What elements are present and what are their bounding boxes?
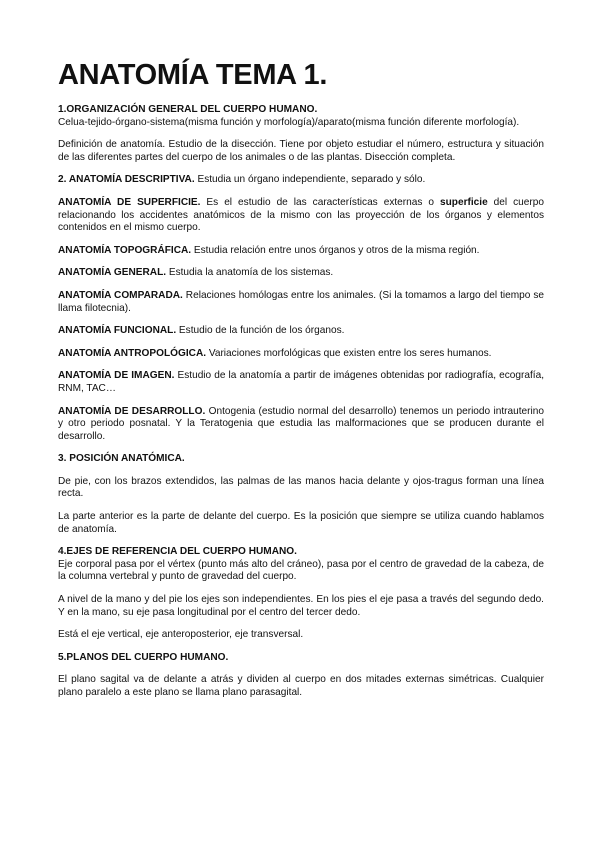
superficie-paragraph — [58, 197, 544, 235]
section-1 — [58, 104, 544, 129]
funcional-text: Estudio de la función de los órganos. — [176, 325, 345, 337]
section-2-heading: 2. ANATOMÍA DESCRIPTIVA. — [58, 174, 195, 186]
topografica-paragraph — [58, 245, 544, 258]
general-term: ANATOMÍA GENERAL. — [58, 267, 167, 279]
section-1-text: Celua-tejido-órgano-sistema(misma función y morfología)/aparato(misma función diferente morfología). — [58, 116, 520, 128]
section-3-heading: 3. POSICIÓN ANATÓMICA. — [58, 453, 185, 465]
definition-paragraph: Definición de anatomía. Estudio de la disección. Tiene por objeto estudiar el número, estructura y situación de las diferentes partes del cuerpo de los animales o de las plantas. Disección completa. — [58, 139, 544, 163]
section-2-text: Estudia un órgano independiente, separado y sólo. — [194, 174, 426, 186]
antropologica-term: ANATOMÍA ANTROPOLÓGICA. — [58, 347, 207, 359]
topografica-term: ANATOMÍA TOPOGRÁFICA. — [58, 244, 192, 256]
desarrollo-text: Ontogenia (estudio normal del desarrollo) tenemos un periodo intrauterino y otro periodo posnatal. Y la Teratogenia que estudia las malformaciones que se producen durante el desarrollo. — [58, 405, 544, 442]
section-5-paragraph-1: El plano sagital va de delante a atrás y dividen al cuerpo en dos mitades externas simétricas. Cualquier plano paralelo a este plano se llama plano parasagital. — [58, 674, 544, 698]
section-5-heading: 5.PLANOS DEL CUERPO HUMANO. — [58, 651, 229, 663]
section-4-heading: 4.EJES DE REFERENCIA DEL CUERPO HUMANO. — [58, 546, 297, 558]
imagen-paragraph — [58, 370, 544, 395]
funcional-paragraph — [58, 325, 544, 338]
comparada-text: Relaciones homólogas entre los animales. (Si la tomamos a largo del tiempo se llama filotecnia). — [58, 289, 544, 314]
superficie-text-b: del cuerpo relacionando los accidentes anatómicos de la mismo con las proyección de los órganos y elementos contenidos en el mismo cuerpo. — [58, 196, 545, 234]
section-4 — [58, 546, 544, 584]
superficie-term: ANATOMÍA DE SUPERFICIE. — [58, 196, 201, 208]
antropologica-text: Variaciones morfológicas que existen entre los seres humanos. — [206, 347, 492, 359]
superficie-text-a: Es el estudio de las características externas o — [200, 196, 441, 208]
document-page — [58, 58, 544, 710]
section-4-paragraph-3: Está el eje vertical, eje anteroposterior, eje transversal. — [58, 629, 304, 641]
desarrollo-term: ANATOMÍA DE DESARROLLO. — [58, 405, 206, 417]
section-4-text: Eje corporal pasa por el vértex (punto más alto del cráneo), pasa por el centro de gravedad de la cabeza, de la columna vertebral y punto de gravedad del cuerpo. — [58, 558, 544, 583]
topografica-text: Estudia relación entre unos órganos y otros de la misma región. — [191, 244, 480, 256]
antropologica-paragraph — [58, 348, 544, 361]
comparada-term: ANATOMÍA COMPARADA. — [58, 289, 183, 301]
section-2 — [58, 174, 544, 187]
imagen-text: Estudio de la anatomía a partir de imágenes obtenidas por radiografía, ecografía, RNM, TAC… — [58, 370, 545, 394]
desarrollo-paragraph — [58, 406, 544, 444]
comparada-paragraph — [58, 290, 544, 315]
section-3-paragraph-1: De pie, con los brazos extendidos, las palmas de las manos hacia delante y ojos-tragus forman una línea recta. — [58, 475, 544, 500]
section-1-heading: 1.ORGANIZACIÓN GENERAL DEL CUERPO HUMANO. — [58, 104, 318, 115]
funcional-term: ANATOMÍA FUNCIONAL. — [58, 325, 177, 337]
section-4-paragraph-2: A nivel de la mano y del pie los ejes son independientes. En los pies el eje pasa a través del segundo dedo. Y en la mano, su eje pasa longitudinal por el centro del tercer dedo. — [58, 594, 544, 618]
superficie-bold-word: superficie — [440, 196, 488, 208]
general-paragraph — [58, 267, 544, 280]
section-3-paragraph-2: La parte anterior es la parte de delante del cuerpo. Es la posición que siempre se utiliza cuando hablamos de anatomía. — [58, 511, 544, 535]
general-text: Estudia la anatomía de los sistemas. — [166, 267, 334, 279]
imagen-term: ANATOMÍA DE IMAGEN. — [58, 370, 175, 382]
page-title: ANATOMÍA TEMA 1. — [58, 59, 328, 91]
